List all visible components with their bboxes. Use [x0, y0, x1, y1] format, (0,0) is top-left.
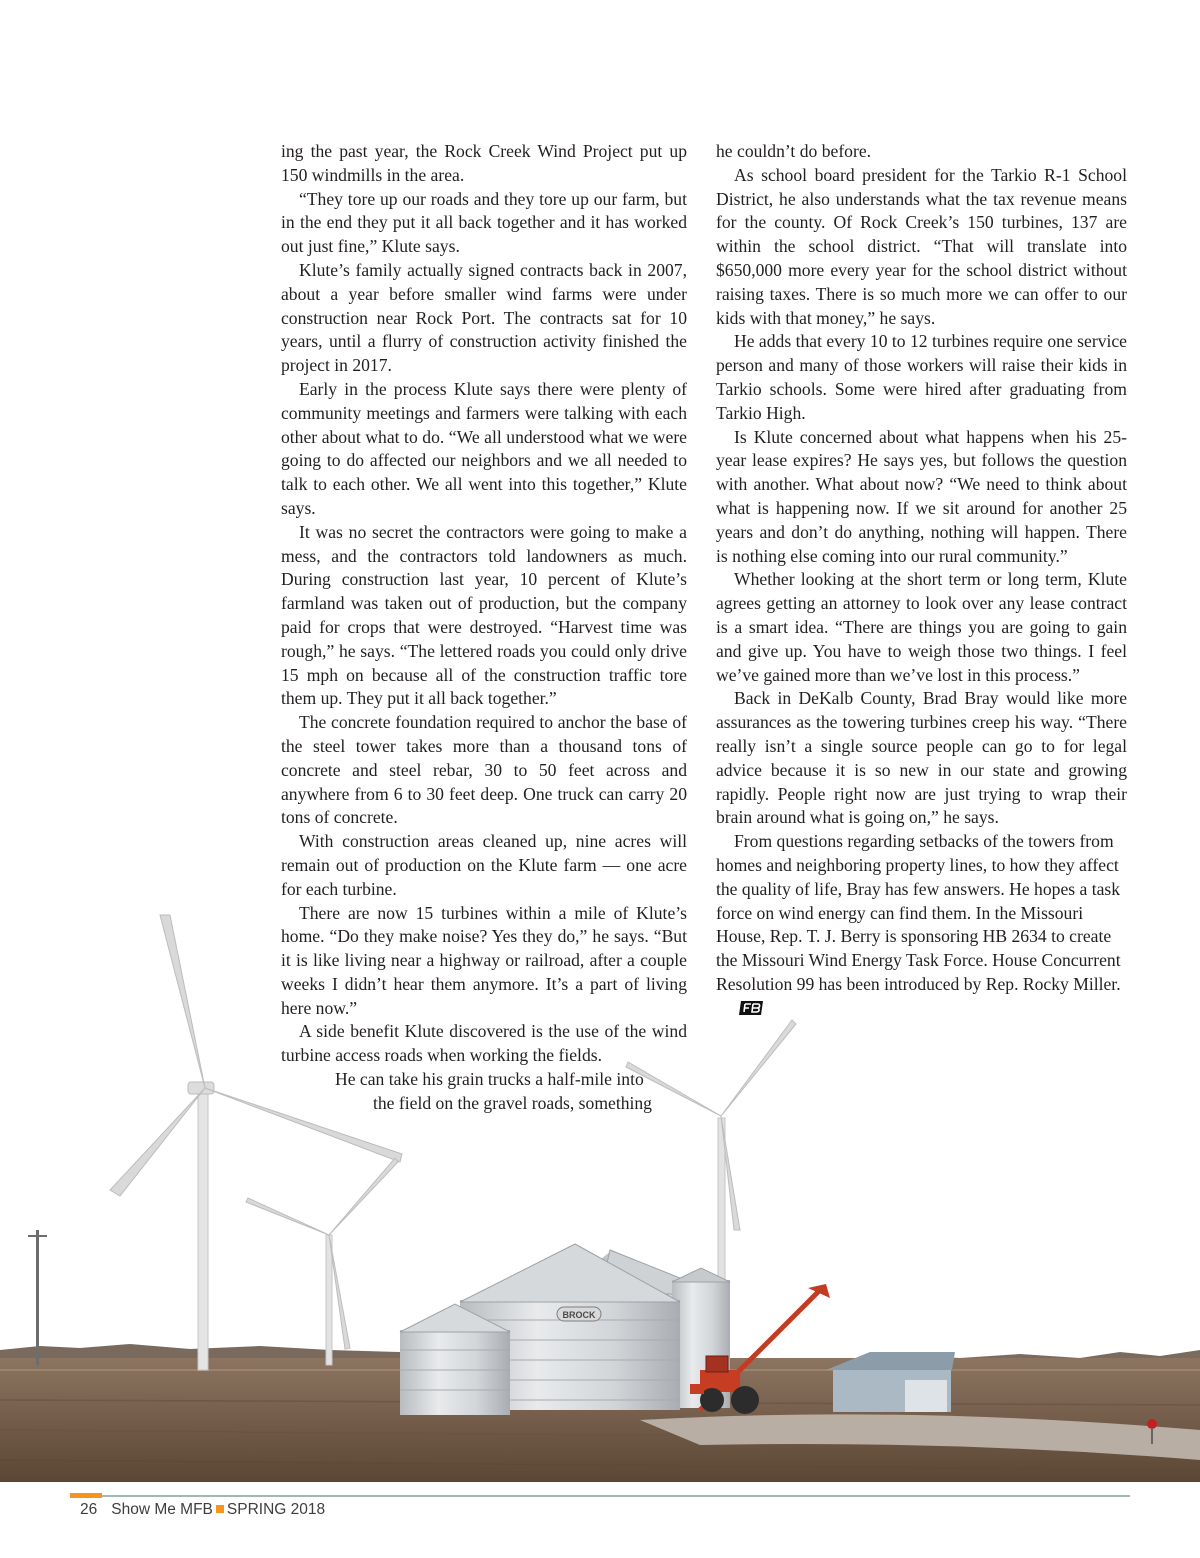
publication-name: Show Me MFB — [111, 1501, 213, 1518]
fb-logo-icon — [720, 999, 764, 1023]
page-footer — [0, 1490, 1200, 1530]
paragraph: he couldn’t do before. — [716, 141, 872, 161]
paragraph: It was no secret the contractors were going to make a mess, and the contractors told landowners as much. During construction last year, 10 percent of Klute’s farmland was taken out of production, but the company paid for crops that were destroyed. “Harvest time was rough,” he says. “The lettered roads you could only drive 15 mph on because all of the construction traffic tore them up. They put it all back together.” — [281, 521, 687, 709]
article-column-left — [281, 140, 687, 1116]
paragraph: Klute’s family actually signed contracts back in 2007, about a year before smaller wind farms were under construction near Rock Port. The contracts sat for 10 years, until a flurry of construction activity finished the project in 2017. — [281, 259, 687, 376]
silo-brand-label: BROCK — [562, 1310, 596, 1320]
footer-rule — [70, 1495, 1130, 1497]
wind-turbine-middle — [246, 1158, 398, 1365]
paragraph: A side benefit Klute discovered is the use of the wind turbine access roads when working the fields. — [281, 1021, 687, 1066]
paragraph: Whether looking at the short term or long term, Klute agrees getting an attorney to look over any lease contract is a smart idea. “There are things you are going to gain and give up. You have to weigh those two things. I feel we’ve gained more than we’ve lost in this process.” — [716, 569, 1127, 685]
paragraph: He adds that every 10 to 12 turbines require one service person and many of those workers will raise their kids in Tarkio schools. Some were hired after graduating from Tarkio High. — [716, 331, 1127, 423]
footer-accent-tab — [70, 1493, 102, 1498]
paragraph: As school board president for the Tarkio R-1 School District, he also understands what the tax revenue means for the county. Of Rock Creek’s 150 turbines, 137 are within the school district. “That will translate into $650,000 more every year for the school district without raising taxes. There is so much more we can offer to our kids with that money,” he says. — [716, 164, 1127, 328]
page-number: 26 — [80, 1501, 98, 1518]
paragraph: “They tore up our roads and they tore up our farm, but in the end they put it all back together and it has worked out just fine,” Klute says. — [281, 188, 687, 257]
paragraph: ing the past year, the Rock Creek Wind Project put up 150 windmills in the area. — [281, 141, 687, 185]
paragraph: There are now 15 turbines within a mile of Klute’s home. “Do they make noise? Yes they do,” he says. “But it is like living near a highway or railroad, after a couple weeks I didn’t hear them anymore. It’s a part of living here now.” — [281, 902, 687, 1018]
wrapped-line: the field on the gravel roads, something — [373, 1092, 652, 1113]
footer-text — [80, 1501, 325, 1519]
paragraph: With construction areas cleaned up, nine acres will remain out of production on the Klute farm — one acre for each turbine. — [281, 831, 687, 899]
paragraph: Early in the process Klute says there were plenty of community meetings and farmers were talking with each other about what to do. “We all understood what we were going to do affected our neighbors and we all needed to talk to each other. We all went into this together,” Klute says. — [281, 378, 687, 518]
paragraph-text: From questions regarding setbacks of the towers from homes and neighboring property lines, to how they affect the quality of life, Bray has few answers. He hopes a task force on wind energy can find them. In the Missouri House, Rep. T. J. Berry is sponsoring HB 2634 to create the Missouri Wind Energy Task Force. House Concurrent Resolution 99 has been introduced by Rep. Rocky Miller. — [716, 831, 1121, 994]
paragraph: Is Klute concerned about what happens when his 25-year lease expires? He says yes, but follows the question with another. What about now? “We need to think about what is happening now. If we sit around for another 25 years and don’t do anything, nothing will happen. There is nothing else coming into our rural community.” — [716, 426, 1127, 566]
paragraph: Back in DeKalb County, Brad Bray would like more assurances as the towering turbines creep his way. “There really isn’t a single source people can go to for legal advice because it is so new in our state and growing rapidly. People right now are just trying to wrap their brain around what is going on,” he says. — [716, 688, 1127, 828]
footer-separator-icon — [216, 1505, 224, 1513]
article-column-right — [716, 140, 1127, 1022]
final-paragraph — [716, 830, 1127, 1022]
issue-label: SPRING 2018 — [226, 1501, 326, 1518]
paragraph: The concrete foundation required to anchor the base of the steel tower takes more than a thousand tons of concrete and steel rebar, 30 to 50 feet across and anywhere from 6 to 30 feet deep. One truck can carry 20 tons of concrete. — [281, 712, 687, 828]
wrapped-line: He can take his grain trucks a half-mile into — [335, 1069, 644, 1090]
